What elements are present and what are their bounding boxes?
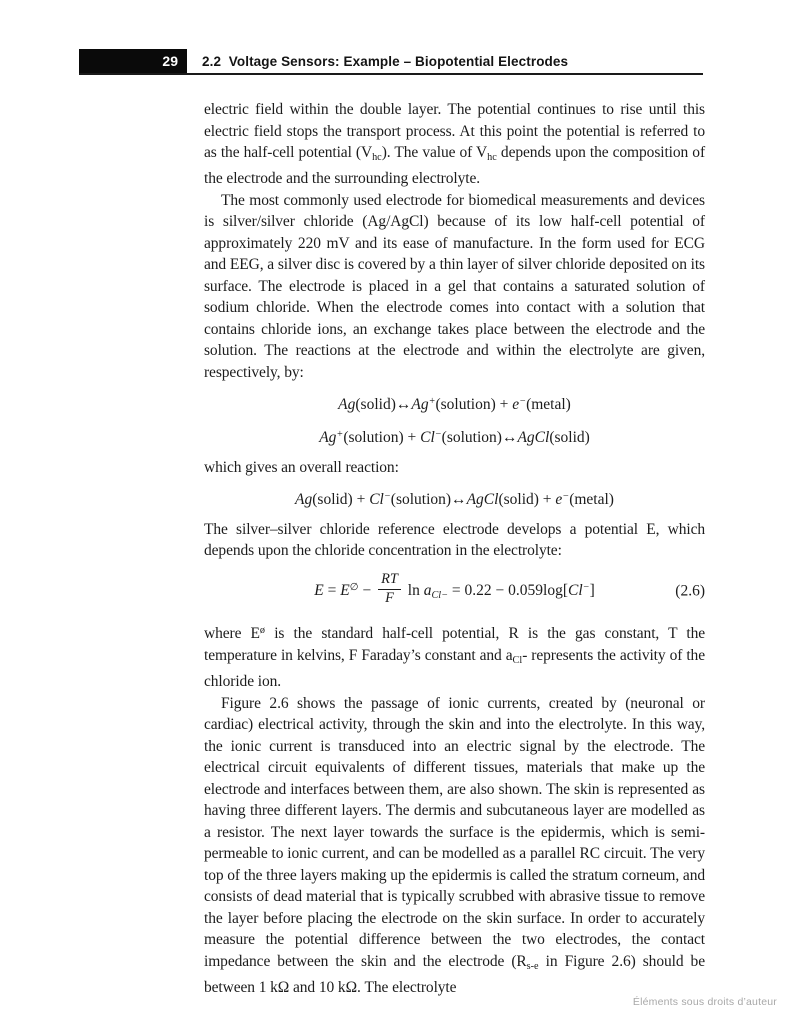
equation: [204, 391, 705, 416]
paragraph: which gives an overall reaction:: [204, 458, 399, 476]
equation-body: Ag(solid) + Cl−(solution)↔AgCl(solid) + e−(metal): [295, 491, 614, 509]
page-header: [79, 49, 703, 75]
fraction: $\frac{RT}{F}$: [378, 572, 401, 607]
body-text: [204, 99, 705, 999]
paragraph: The most commonly used electrode for biomedical measurements and devices is silver/silver chloride (Ag/AgCl) because of its low half-cell potential of approximately 220 mV and its ease of manufacture. In the form used for ECG and EEG, a silver disc is covered by a thin layer of silver chloride deposited on its surface. The electrode is placed in a gel that contains a saturated solution of sodium chloride. When the electrode comes into contact with a solution that contains chloride ions, an exchange takes place between the electrode and the solution. The reactions at the electrode and within the electrolyte are given, respectively, by:: [204, 191, 705, 381]
paragraph: The silver–silver chloride reference electrode develops a potential E, which depends upon the chloride concentration in the electrolyte:: [204, 520, 705, 560]
paragraph: where $E^ø$ is the standard half-cell potential, R is the gas constant, T the temperature in kelvins, F Faraday’s constant and aCl- represents the activity of the chloride ion.: [204, 625, 705, 691]
equation-body: E = E∅ − $\frac{RT}{F}$ ln aCl− = 0.22 − 0.059log[Cl−]: [314, 570, 595, 606]
paragraph: Figure 2.6 shows the passage of ionic currents, created by (neuronal or cardiac) electrical activity, through the skin and into the electrolyte. In this way, the ionic current is transduced into an electric signal by the electrode. The electrical circuit equivalents of different tissues, materials that make up the electrode and interfaces between them, are also shown. The skin is represented as having three different layers. The dermis and subcutaneous layer are modelled as a resistor. The next layer towards the surface is the epidermis, which is semi-permeable to ionic current, and can be modelled as a parallel RC circuit. The very top of the three layers making up the epidermis is called the stratum corneum, and consists of dead material that is typically scrubbed with abrasive tissue to remove the layer before placing the electrode on the skin surface. In order to accurately measure the potential difference between the two electrodes, the contact impedance between the skin and the electrode (Rs-e in Figure 2.6) should be between 1 kΩ and 10 kΩ. The electrolyte: [204, 694, 705, 997]
equation-body: Ag(solid)↔Ag+(solution) + e−(metal): [338, 396, 571, 414]
page-number-box: [79, 49, 187, 73]
section-title: 2.2 Voltage Sensors: Example – Biopotential Electrodes: [202, 53, 569, 69]
equation: [204, 486, 705, 511]
page-number: 29: [162, 53, 178, 69]
equation: [204, 424, 705, 449]
paragraph: electric field within the double layer. The potential continues to rise until this electric field stops the transport process. At this point the potential is referred to as the half-cell potential (Vhc). The value of Vhc depends upon the composition of the electrode and the surrounding electrolyte.: [204, 101, 706, 188]
equation-number: (2.6): [675, 582, 705, 600]
equation: [204, 570, 705, 609]
equation-body: Ag+(solution) + Cl−(solution)↔AgCl(solid): [319, 428, 590, 447]
copyright-notice: Éléments sous droits d’auteur: [632, 996, 777, 1008]
